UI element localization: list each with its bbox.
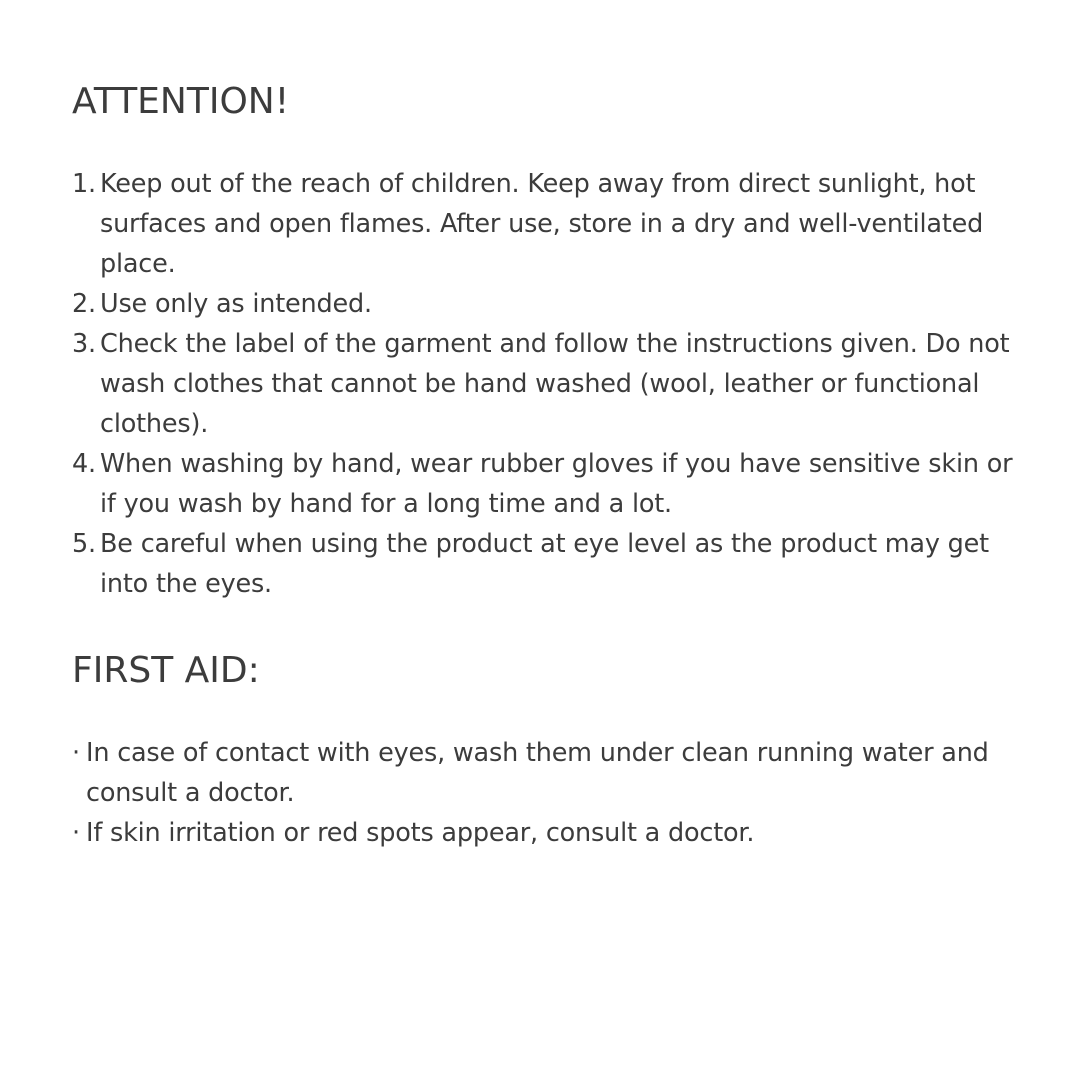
item-number: 1. [72,169,96,199]
attention-list [72,164,1032,604]
item-text: Check the label of the garment and follow the instructions given. Do not wash clothes that cannot be hand washed (wool, leather or functional clothes). [100,329,1010,439]
item-number: 5. [72,529,96,559]
item-number: 2. [72,289,96,319]
attention-item-3 [72,324,1032,444]
bullet-marker: · [72,818,80,848]
attention-heading: ATTENTION! [72,81,290,122]
item-text: When washing by hand, wear rubber gloves if you have sensitive skin or if you wash by hand for a long time and a lot. [100,449,1013,519]
attention-item-2 [72,284,1032,324]
item-text: If skin irritation or red spots appear, consult a doctor. [86,818,755,848]
bullet-marker: · [72,738,80,768]
first-aid-heading: FIRST AID: [72,650,260,691]
attention-item-1 [72,164,1032,284]
item-text: Keep out of the reach of children. Keep away from direct sunlight, hot surfaces and open flames. After use, store in a dry and well-ventilated place. [100,169,984,279]
item-number: 4. [72,449,96,479]
item-text: Be careful when using the product at eye level as the product may get into the eyes. [100,529,989,599]
item-text: Use only as intended. [100,289,372,319]
attention-item-5 [72,524,1032,604]
first-aid-item-1 [72,733,1012,813]
attention-item-4 [72,444,1032,524]
item-number: 3. [72,329,96,359]
first-aid-list [72,733,1012,853]
item-text: In case of contact with eyes, wash them under clean running water and consult a doctor. [86,738,989,808]
first-aid-item-2 [72,813,1012,853]
